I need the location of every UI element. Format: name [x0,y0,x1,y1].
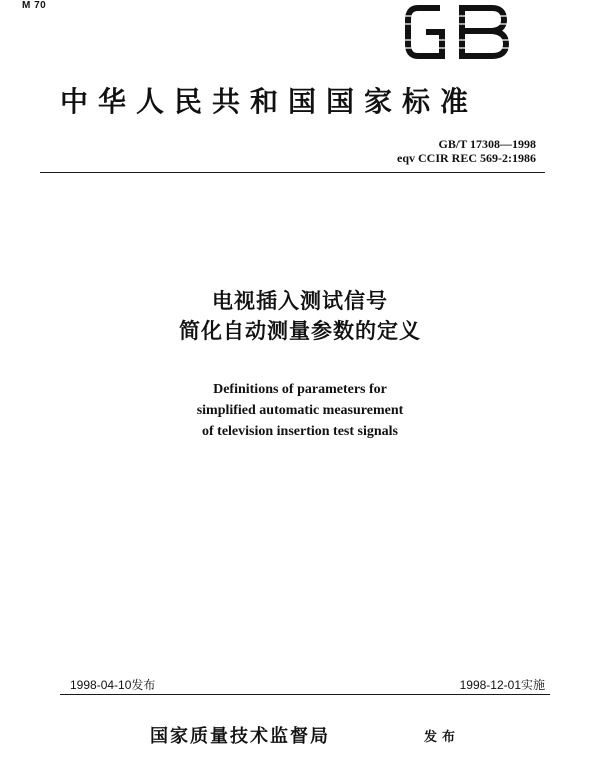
chinese-title-line-1: 电视插入测试信号 [212,289,388,313]
standard-number-block [397,137,536,165]
english-title [0,379,600,442]
gb-logo [400,0,518,62]
equivalent-standard: eqv CCIR REC 569-2:1986 [397,151,536,165]
english-title-line-3: of television insertion test signals [202,424,398,439]
issue-date: 1998-04-10发布 [70,678,156,692]
chinese-title-line-2: 简化自动测量参数的定义 [179,319,421,343]
chinese-title [0,286,600,346]
standard-org-title: 中华人民共和国国家标准 [60,85,479,118]
english-title-line-1: Definitions of parameters for [213,382,387,397]
publisher: 国家质量技术监督局 [150,726,330,747]
header-divider [40,172,545,173]
publish-verb: 发布 [424,730,461,745]
english-title-line-2: simplified automatic measurement [196,403,404,418]
standard-number: GB/T 17308—1998 [438,137,536,151]
footer-divider [60,694,550,695]
implementation-date: 1998-12-01实施 [459,678,545,692]
ics-code: M 70 [22,0,47,11]
